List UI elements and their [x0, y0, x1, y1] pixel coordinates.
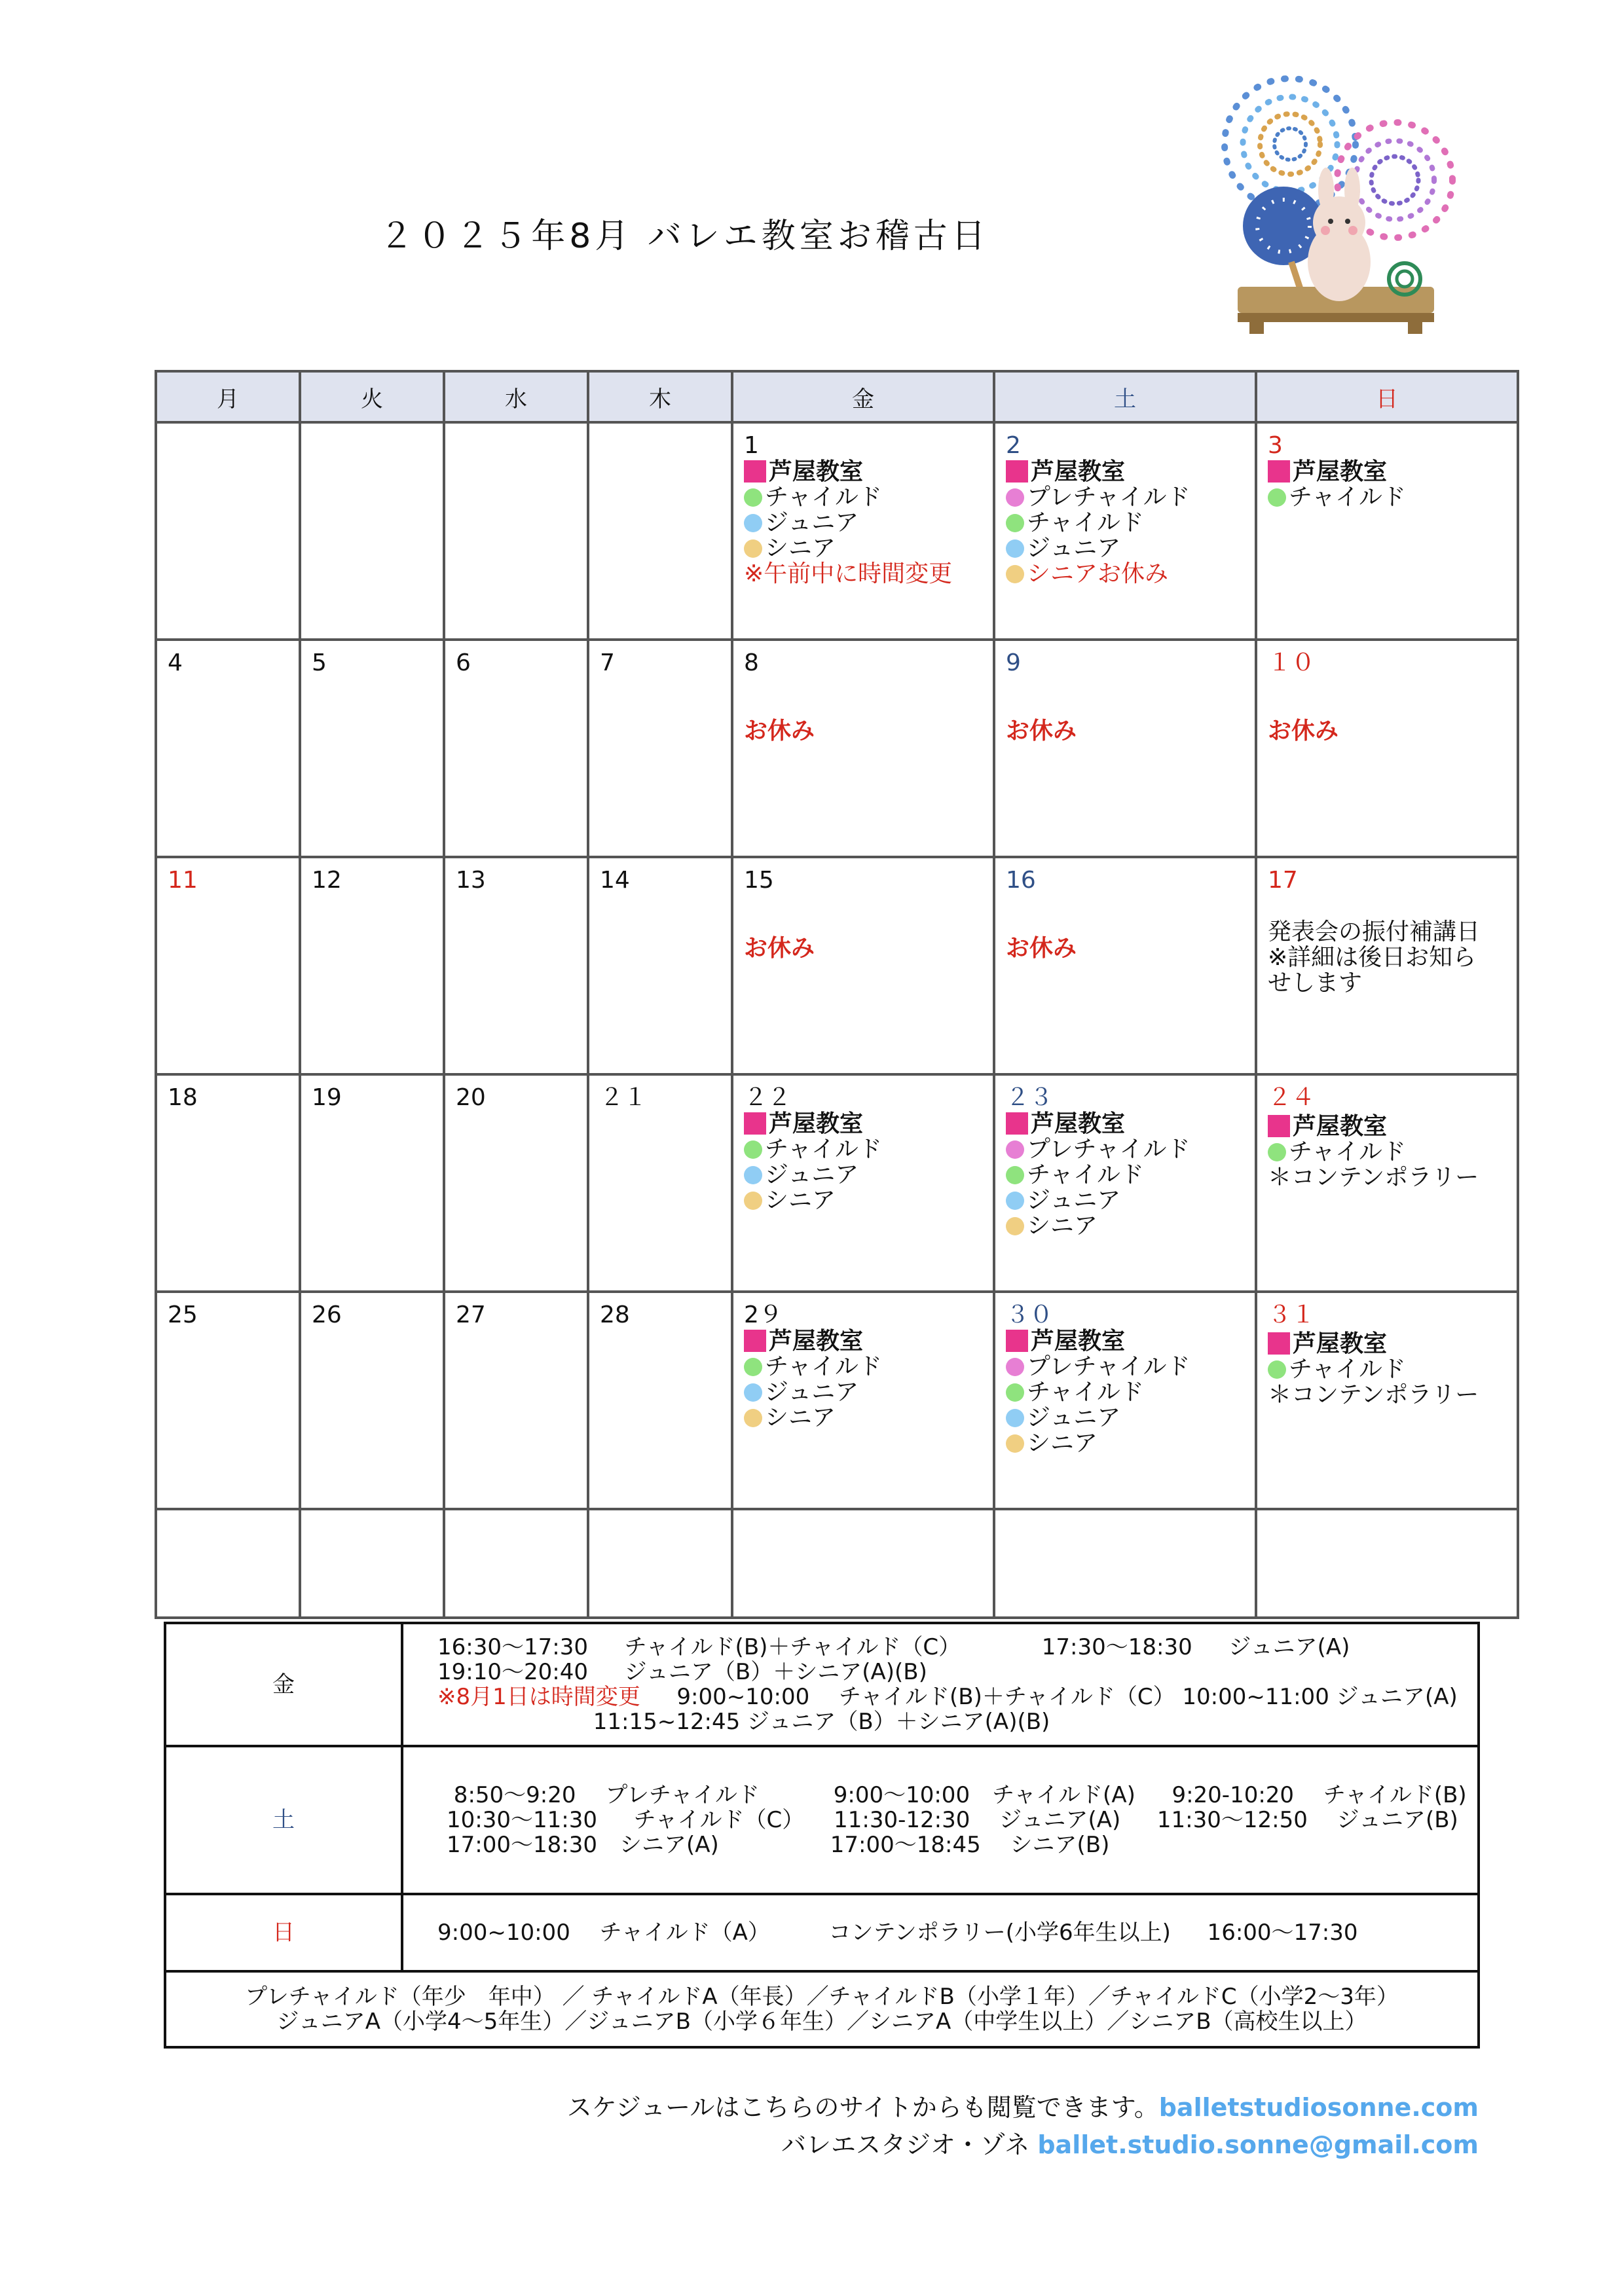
class-dot-icon [1268, 1360, 1286, 1379]
class-dot-icon [1006, 565, 1024, 583]
class-entry [744, 1405, 982, 1430]
sunday-line: 9:00~10:00 チャイルド（A） コンテンポラリー(小学6年生以上) 16:00〜17:30 [437, 1920, 1358, 1946]
calendar-week-row [156, 422, 1518, 640]
class-dot-icon [744, 488, 762, 507]
class-entry [1006, 459, 1244, 484]
weekday-header: 火 [300, 371, 444, 422]
class-entry [744, 1111, 982, 1137]
day-number: 27 [456, 1302, 486, 1328]
holiday-label: お休み [1006, 935, 1077, 962]
weekday-header: 月 [156, 371, 300, 422]
class-entry-label: ジュニア [765, 509, 859, 536]
class-entry-label: ジュニア [765, 1379, 859, 1406]
calendar-day-cell [588, 422, 732, 640]
day-note-line: せします [1268, 970, 1363, 996]
class-dot-icon [1268, 488, 1286, 507]
weekday-header: 土 [994, 371, 1256, 422]
calendar-day-cell [156, 857, 300, 1074]
calendar-day-cell [994, 857, 1256, 1074]
sunday-times [402, 1894, 1479, 1971]
calendar-day-cell [1256, 422, 1518, 640]
class-dot-icon [1006, 539, 1024, 558]
day-note-line [1268, 894, 1506, 919]
day-number: 25 [168, 1302, 198, 1328]
friday-line: 16:30〜17:30 チャイルド(B)＋チャイルド（C） 17:30〜18:30 ジュニア(A) [437, 1634, 1350, 1660]
class-entry [1006, 536, 1244, 561]
class-entry-label: シニア [765, 535, 836, 562]
class-dot-icon [1268, 1143, 1286, 1161]
day-number: ３０ [1006, 1302, 1054, 1328]
class-entry-label: シニア [765, 1187, 836, 1214]
class-dot-icon [1006, 1140, 1024, 1159]
class-entry-label: ジュニア [1027, 535, 1121, 562]
class-entry [1268, 1165, 1506, 1190]
class-entry-label: ジュニア [765, 1161, 859, 1188]
day-number: 4 [168, 649, 183, 676]
class-entry [1268, 1139, 1506, 1165]
friday-line: 19:10〜20:40 ジュニア（B）＋シニア(A)(B) [437, 1659, 927, 1685]
calendar-day-cell [732, 640, 994, 857]
class-entry [1268, 1357, 1506, 1382]
class-entry-label: チャイルド [1027, 1379, 1144, 1406]
calendar-day-cell [588, 857, 732, 1074]
calendar-day-cell [994, 640, 1256, 857]
day-number: 8 [744, 649, 759, 676]
class-dot-icon [1006, 1383, 1024, 1402]
day-number: 5 [312, 649, 327, 676]
day-number: 14 [600, 867, 630, 894]
class-entry-label: シニアお休み [1027, 560, 1169, 587]
footer-email-line [781, 2124, 1479, 2160]
class-entry-label: プレチャイルド [1027, 1353, 1190, 1380]
class-entry-label: シニア [1027, 1212, 1098, 1239]
weekday-header: 木 [588, 371, 732, 422]
class-entry [744, 484, 982, 510]
friday-change-line [437, 1685, 1477, 1709]
class-entry-label: 芦屋教室 [769, 458, 864, 485]
class-entry-label: ジュニア [1027, 1187, 1121, 1214]
class-entry [1006, 1405, 1244, 1430]
day-number: ２２ [744, 1084, 792, 1111]
day-number: ２１ [600, 1084, 648, 1111]
saturday-label: 土 [165, 1746, 402, 1894]
weekday-header-row [156, 371, 1518, 422]
friday-change-times: 9:00~10:00 チャイルド(B)＋チャイルド（C） 10:00~11:00 ジュニア(A) [640, 1684, 1458, 1710]
class-entry [1006, 1137, 1244, 1162]
calendar-day-cell [156, 1292, 300, 1509]
calendar-day-cell [444, 1074, 588, 1292]
class-dot-icon [744, 514, 762, 532]
calendar-empty-cell [732, 1509, 994, 1618]
weekday-header: 金 [732, 371, 994, 422]
calendar-empty-cell [444, 1509, 588, 1618]
class-entry-label: チャイルド [1289, 1139, 1406, 1165]
class-dot-icon [1006, 1409, 1024, 1427]
class-entry-label: シニア [1027, 1430, 1098, 1457]
day-number: 1 [744, 432, 759, 459]
calendar-blank-row [156, 1509, 1518, 1618]
calendar-day-cell [732, 1292, 994, 1509]
footer-website-text: スケジュールはこちらのサイトからも閲覧できます。 [566, 2093, 1159, 2122]
class-entry-label: チャイルド [765, 484, 882, 511]
class-entry-label: ※午前中に時間変更 [744, 560, 953, 587]
calendar-week-row [156, 1074, 1518, 1292]
class-entry [1006, 1354, 1244, 1379]
schedule-row-sunday [165, 1894, 1479, 1971]
calendar-empty-cell [156, 1509, 300, 1618]
studio-square-icon [1268, 1332, 1290, 1355]
day-number: １０ [1268, 649, 1316, 676]
class-entry-label: 芦屋教室 [769, 1328, 864, 1355]
studio-square-icon [744, 1330, 766, 1352]
class-entry [744, 536, 982, 561]
day-number: 11 [168, 867, 198, 894]
class-entry [744, 1379, 982, 1405]
day-number: 16 [1006, 867, 1036, 894]
class-dot-icon [744, 1140, 762, 1159]
studio-square-icon [1006, 460, 1028, 483]
calendar-body [156, 422, 1518, 1618]
class-entry [744, 1188, 982, 1213]
day-number: 15 [744, 867, 774, 894]
calendar-week-row [156, 640, 1518, 857]
calendar-day-cell [300, 640, 444, 857]
day-number: 13 [456, 867, 486, 894]
class-entry-label: 芦屋教室 [1293, 1113, 1388, 1140]
class-entry [744, 510, 982, 536]
day-number: 7 [600, 649, 615, 676]
class-entry [1268, 1331, 1506, 1357]
class-dot-icon [744, 1383, 762, 1402]
sunday-label: 日 [165, 1894, 402, 1971]
calendar-day-cell [994, 1074, 1256, 1292]
friday-times [402, 1623, 1479, 1746]
calendar-day-cell [994, 1292, 1256, 1509]
calendar-day-cell [732, 422, 994, 640]
class-dot-icon [744, 1358, 762, 1376]
page-title: ２０２５年8月 バレエ教室お稽古日 [379, 217, 989, 256]
calendar-day-cell [1256, 857, 1518, 1074]
studio-name: バレエスタジオ・ゾネ [781, 2130, 1038, 2159]
calendar-day-cell [1256, 640, 1518, 857]
class-dot-icon [1006, 1217, 1024, 1235]
day-number: 26 [312, 1302, 342, 1328]
class-entry [1006, 484, 1244, 510]
day-number: 20 [456, 1084, 486, 1111]
class-entry [744, 1328, 982, 1354]
class-entry [1268, 459, 1506, 484]
day-number: 19 [312, 1084, 342, 1111]
calendar-day-cell [588, 640, 732, 857]
class-dot-icon [744, 539, 762, 558]
calendar-day-cell [444, 857, 588, 1074]
studio-square-icon [1268, 460, 1290, 483]
class-entry [744, 1162, 982, 1188]
schedule-row-friday [165, 1623, 1479, 1746]
holiday-label: お休み [744, 718, 815, 744]
studio-square-icon [1006, 1112, 1028, 1135]
calendar-day-cell [1256, 1292, 1518, 1509]
weekday-header: 水 [444, 371, 588, 422]
calendar-day-cell [732, 1074, 994, 1292]
class-dot-icon [744, 1166, 762, 1184]
calendar-day-cell [156, 640, 300, 857]
calendar-empty-cell [994, 1509, 1256, 1618]
website-link[interactable]: balletstudiosonne.com [1158, 2093, 1479, 2122]
calendar-day-cell [1256, 1074, 1518, 1292]
calendar-day-cell [588, 1292, 732, 1509]
class-entry-label: チャイルド [1289, 484, 1406, 511]
day-number: 2９ [744, 1302, 783, 1328]
calendar-day-cell [588, 1074, 732, 1292]
class-entry-label: ジュニア [1027, 1404, 1121, 1431]
day-number [312, 433, 432, 459]
time-change-note: ※8月1日は時間変更 [437, 1684, 640, 1710]
calendar-day-cell [156, 422, 300, 640]
day-number [600, 433, 720, 459]
class-entry-label: チャイルド [1027, 509, 1144, 536]
class-dot-icon [744, 1409, 762, 1427]
calendar-table [155, 370, 1519, 1619]
class-dot-icon [1006, 1434, 1024, 1453]
day-number: 2 [1006, 432, 1021, 459]
class-entry-label: チャイルド [765, 1136, 882, 1163]
class-entry-label: 芦屋教室 [769, 1110, 864, 1137]
day-number: 28 [600, 1302, 630, 1328]
friday-change-line: 11:15~12:45 ジュニア（B）＋シニア(A)(B) [437, 1709, 1050, 1735]
day-number: ２３ [1006, 1084, 1054, 1111]
grade-legend-row [165, 1971, 1479, 2047]
class-entry [1006, 1162, 1244, 1188]
class-entry-label: ＊コンテンポラリー [1268, 1381, 1479, 1408]
class-entry-label: 芦屋教室 [1031, 1328, 1126, 1355]
day-number [456, 433, 576, 459]
class-dot-icon [1006, 514, 1024, 532]
studio-square-icon [1006, 1330, 1028, 1352]
calendar-day-cell [300, 1074, 444, 1292]
day-number: ３１ [1268, 1302, 1316, 1328]
class-entry-label: チャイルド [1027, 1161, 1144, 1188]
day-note-line: 発表会の振付補講日 [1268, 919, 1481, 945]
schedule-table [164, 1622, 1480, 2049]
footer-website-line [567, 2087, 1479, 2123]
class-dot-icon [1006, 488, 1024, 507]
calendar-empty-cell [588, 1509, 732, 1618]
class-dot-icon [1006, 1192, 1024, 1210]
class-entry-label: 芦屋教室 [1293, 458, 1388, 485]
class-entry [1006, 1213, 1244, 1239]
class-entry [1006, 1430, 1244, 1456]
fireworks-bunny-illustration [1218, 65, 1480, 334]
class-entry-label: 芦屋教室 [1293, 1330, 1388, 1357]
class-entry [744, 561, 982, 587]
holiday-label: お休み [1268, 718, 1339, 744]
class-entry-label: プレチャイルド [1027, 484, 1190, 511]
day-number: 17 [1268, 867, 1298, 894]
calendar-day-cell [300, 857, 444, 1074]
weekday-header: 日 [1256, 371, 1518, 422]
calendar-day-cell [300, 1292, 444, 1509]
day-number: 3 [1268, 432, 1283, 459]
class-entry [744, 1354, 982, 1379]
class-dot-icon [744, 1192, 762, 1210]
day-number: 18 [168, 1084, 198, 1111]
class-dot-icon [1006, 1358, 1024, 1376]
grade-legend-line: プレチャイルド（年少 年中） ／ チャイルドA（年長）／チャイルドB（小学１年）／チャイルドC（小学2〜3年） [245, 1984, 1399, 2010]
day-number [168, 433, 288, 459]
calendar-empty-cell [1256, 1509, 1518, 1618]
class-entry-label: シニア [765, 1404, 836, 1431]
class-entry-label: ＊コンテンポラリー [1268, 1164, 1479, 1191]
class-entry [1006, 1379, 1244, 1405]
friday-label: 金 [165, 1623, 402, 1746]
day-number: 6 [456, 649, 471, 676]
class-entry-label: 芦屋教室 [1031, 458, 1126, 485]
calendar-empty-cell [300, 1509, 444, 1618]
class-entry [1268, 1114, 1506, 1139]
grade-legend [165, 1971, 1479, 2047]
class-entry-label: 芦屋教室 [1031, 1110, 1126, 1137]
class-entry-label: プレチャイルド [1027, 1136, 1190, 1163]
email-link[interactable]: ballet.studio.sonne@gmail.com [1037, 2130, 1479, 2159]
studio-square-icon [1268, 1115, 1290, 1137]
saturday-line: 17:00〜18:30 シニア(A) 17:00〜18:45 シニア(B) [447, 1832, 1110, 1858]
schedule-row-saturday [165, 1746, 1479, 1894]
class-entry [1006, 561, 1244, 587]
calendar-day-cell [444, 1292, 588, 1509]
day-number: 9 [1006, 649, 1021, 676]
saturday-line: 10:30〜11:30 チャイルド（C） 11:30-12:30 ジュニア(A) 11:30〜12:50 ジュニア(B) [447, 1807, 1458, 1833]
day-number: ２４ [1268, 1084, 1316, 1111]
class-entry-label: チャイルド [1289, 1356, 1406, 1383]
class-entry [1006, 1111, 1244, 1137]
holiday-label: お休み [1006, 718, 1077, 744]
grade-legend-line: ジュニアA（小学4〜5年生）／ジュニアB（小学６年生）／シニアA（中学生以上）／シニアB（高校生以上） [276, 2009, 1367, 2035]
day-note-line: ※詳細は後日お知ら [1268, 944, 1477, 971]
holiday-label: お休み [744, 935, 815, 962]
class-entry [1006, 1328, 1244, 1354]
saturday-times [402, 1746, 1479, 1894]
class-entry [744, 459, 982, 484]
calendar-day-cell [444, 422, 588, 640]
calendar-day-cell [156, 1074, 300, 1292]
class-entry [1006, 1188, 1244, 1213]
class-entry [1268, 1382, 1506, 1408]
calendar-day-cell [300, 422, 444, 640]
class-entry-label: チャイルド [765, 1353, 882, 1380]
calendar-day-cell [994, 422, 1256, 640]
saturday-line: 8:50〜9:20 プレチャイルド 9:00〜10:00 チャイルド(A) 9:20-10:20 チャイルド(B) [447, 1782, 1467, 1808]
class-entry [1006, 510, 1244, 536]
calendar-day-cell [444, 640, 588, 857]
studio-square-icon [744, 1112, 766, 1135]
day-number: 12 [312, 867, 342, 894]
class-entry [744, 1137, 982, 1162]
class-dot-icon [1006, 1166, 1024, 1184]
studio-square-icon [744, 460, 766, 483]
calendar-week-row [156, 1292, 1518, 1509]
calendar-day-cell [732, 857, 994, 1074]
calendar-week-row [156, 857, 1518, 1074]
class-entry [1268, 484, 1506, 510]
